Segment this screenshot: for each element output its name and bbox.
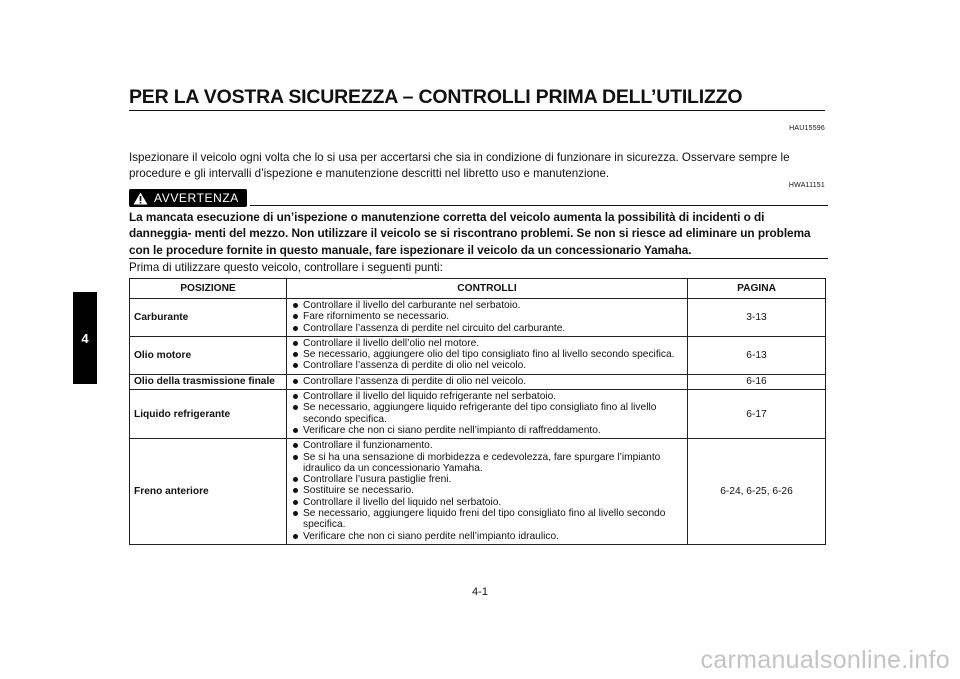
control-item: Controllare il livello dell’olio nel motore. — [291, 338, 683, 349]
row-controls — [287, 374, 688, 389]
page-number: 4-1 — [472, 586, 488, 598]
control-item: Controllare il livello del liquido refrigerante nel serbatoio. — [291, 391, 683, 402]
control-item: Fare rifornimento se necessario. — [291, 311, 683, 322]
control-item: Controllare il livello del carburante nel serbatoio. — [291, 300, 683, 311]
warning-code: HWA11151 — [788, 182, 825, 189]
warning-header-rule — [250, 205, 828, 206]
control-item: Verificare che non ci siano perdite nell’impianto di raffreddamento. — [291, 425, 683, 436]
title-underline — [129, 110, 825, 111]
row-controls — [287, 390, 688, 439]
control-item: Se necessario, aggiungere liquido freni del tipo consigliato fino al livello secondo specifica. — [291, 508, 683, 531]
table-row — [130, 390, 826, 439]
row-page: 6-13 — [688, 336, 826, 374]
control-item: Se necessario, aggiungere liquido refrigerante del tipo consigliato fino al livello secondo specifica. — [291, 402, 683, 425]
row-controls — [287, 336, 688, 374]
row-page: 3-13 — [688, 299, 826, 337]
table-row — [130, 439, 826, 545]
row-page: 6-16 — [688, 374, 826, 389]
table-row — [130, 336, 826, 374]
column-header-position: POSIZIONE — [130, 279, 287, 299]
inspection-table — [129, 278, 826, 545]
row-position: Olio motore — [130, 336, 287, 374]
watermark: carmanualsonline.info — [700, 646, 950, 674]
page-title: PER LA VOSTRA SICUREZZA – CONTROLLI PRIMA DELL’UTILIZZO — [129, 86, 743, 108]
control-item: Controllare il livello del liquido nel serbatoio. — [291, 497, 683, 508]
section-code: HAU15596 — [789, 125, 825, 132]
column-header-controls: CONTROLLI — [287, 279, 688, 299]
intro-paragraph: Ispezionare il veicolo ogni volta che lo si usa per accertarsi che sia in condizione di funzionare in sicurezza. Osservare sempre le procedure e gli intervalli d’ispezione e manutenzione descritti nel libretto uso e manutenzione. — [129, 151, 790, 180]
column-header-page: PAGINA — [688, 279, 826, 299]
table-row — [130, 374, 826, 389]
warning-text: La mancata esecuzione di un’ispezione o manutenzione corretta del veicolo aumenta la possibilità di incidenti o di danneggia- menti del mezzo. Non utilizzare il veicolo se si riscontrano problemi. Se non si riesce ad eliminare un problema con le procedure fornite in questo manuale, fare ispezionare il veicolo da un concessionario Yamaha. — [129, 210, 811, 257]
control-item: Se si ha una sensazione di morbidezza e cedevolezza, fare spurgare l’impianto idraulico da un concessionario Yamaha. — [291, 452, 683, 475]
control-item: Controllare l’usura pastiglie freni. — [291, 474, 683, 485]
table-intro: Prima di utilizzare questo veicolo, controllare i seguenti punti: — [129, 261, 443, 274]
warning-badge — [129, 189, 247, 207]
row-position: Carburante — [130, 299, 287, 337]
control-item: Sostituire se necessario. — [291, 485, 683, 496]
control-item: Controllare l’assenza di perdite di olio nel veicolo. — [291, 376, 683, 387]
control-item: Controllare l’assenza di perdite nel circuito del carburante. — [291, 323, 683, 334]
control-item: Verificare che non ci siano perdite nell’impianto idraulico. — [291, 531, 683, 542]
table-row — [130, 299, 826, 337]
row-position: Olio della trasmissione finale — [130, 374, 287, 389]
warning-label: AVVERTENZA — [154, 191, 239, 205]
row-page: 6-17 — [688, 390, 826, 439]
control-item: Controllare il funzionamento. — [291, 440, 683, 451]
warning-triangle-icon — [133, 192, 148, 205]
control-item: Controllare l’assenza di perdite di olio nel veicolo. — [291, 360, 683, 371]
row-position: Freno anteriore — [130, 439, 287, 545]
chapter-tab: 4 — [73, 292, 97, 384]
row-controls — [287, 299, 688, 337]
warning-end-rule — [129, 258, 828, 259]
table-header-row — [130, 279, 826, 299]
row-controls — [287, 439, 688, 545]
row-position: Liquido refrigerante — [130, 390, 287, 439]
row-page: 6-24, 6-25, 6-26 — [688, 439, 826, 545]
control-item: Se necessario, aggiungere olio del tipo consigliato fino al livello secondo specifica. — [291, 349, 683, 360]
